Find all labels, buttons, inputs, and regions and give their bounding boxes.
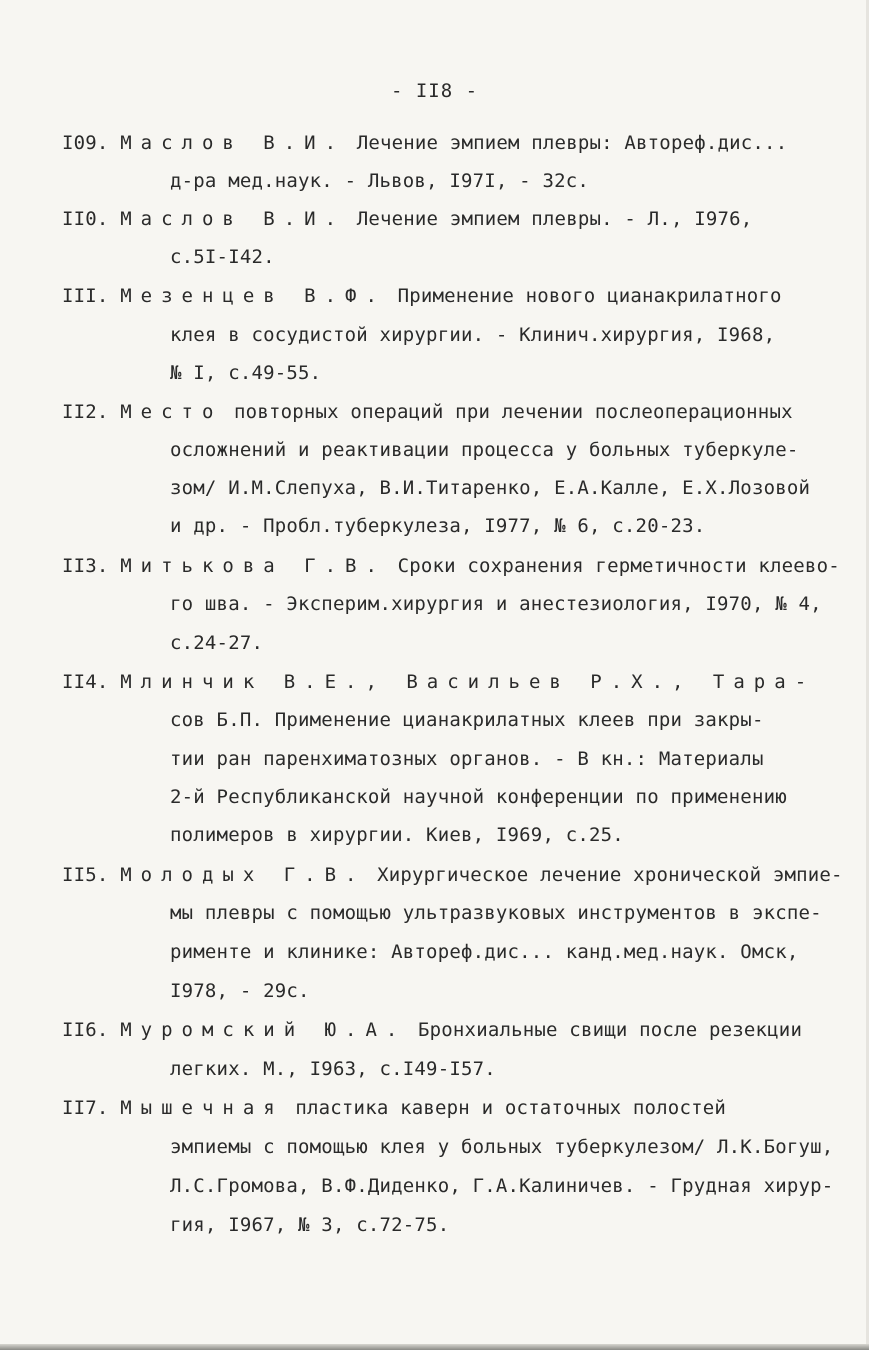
entry-line: го шва. - Эксперим.хирургия и анестезиология, I970, № 4, bbox=[170, 593, 822, 615]
entry-number: II7. bbox=[62, 1097, 109, 1119]
entry-text: пластика каверн и остаточных полостей bbox=[295, 1097, 727, 1119]
entry-text: Хирургическое лечение хронической эмпие- bbox=[377, 864, 843, 886]
entry-author: Мезенцев В.Ф. bbox=[120, 285, 386, 307]
entry-line: I978, - 29с. bbox=[170, 980, 310, 1002]
entry-first-line bbox=[62, 403, 793, 422]
entry-line: д-ра мед.наук. - Львов, I97I, - 32с. bbox=[170, 170, 590, 192]
entry-text: Лечение эмпием плевры: Автореф.дис... bbox=[356, 132, 788, 154]
entry-first-line bbox=[62, 557, 840, 576]
entry-text: Бронхиальные свищи после резекции bbox=[418, 1019, 803, 1041]
entry-line: мы плевры с помощью ультразвуковых инструментов в экспе- bbox=[170, 902, 822, 924]
entry-text: Лечение эмпием плевры. - Л., I976, bbox=[356, 208, 753, 230]
entry-number: I09. bbox=[62, 132, 109, 154]
page-bottom-edge bbox=[0, 1344, 869, 1350]
entry-number: II4. bbox=[62, 671, 109, 693]
entry-line: клея в сосудистой хирургии. - Клинич.хирургия, I968, bbox=[170, 324, 776, 346]
entry-first-line bbox=[62, 1099, 726, 1118]
entry-line: Л.С.Громова, В.Ф.Диденко, Г.А.Калиничев. - Грудная хирур- bbox=[170, 1175, 834, 1197]
entry-line: гия, I967, № 3, с.72-75. bbox=[170, 1214, 450, 1236]
entry-line: осложнений и реактивации процесса у больных туберкуле- bbox=[170, 439, 799, 461]
entry-line: полимеров в хирургии. Киев, I969, с.25. bbox=[170, 824, 624, 846]
entry-line: с.24-27. bbox=[170, 632, 264, 654]
entry-line: эмпиемы с помощью клея у больных туберкулезом/ Л.К.Богуш, bbox=[170, 1136, 834, 1158]
entry-author: Муромский Ю.А. bbox=[120, 1019, 407, 1041]
entry-first-line bbox=[62, 210, 752, 229]
entry-first-line bbox=[62, 866, 843, 885]
entry-text: Применение нового цианакрилатного bbox=[397, 285, 782, 307]
entry-line: легких. М., I963, с.I49-I57. bbox=[170, 1058, 496, 1080]
entry-author: Млинчик В.Е., Васильев Р.Х., Тара- bbox=[120, 671, 816, 693]
entry-number: II2. bbox=[62, 401, 109, 423]
entry-line: 2-й Республиканской научной конференции по применению bbox=[170, 786, 787, 808]
entry-text: Сроки сохранения герметичности клеево- bbox=[397, 555, 840, 577]
entry-number: II3. bbox=[62, 555, 109, 577]
entry-number: II0. bbox=[62, 208, 109, 230]
entry-number: III. bbox=[62, 285, 109, 307]
entry-author: Мышечная bbox=[120, 1097, 284, 1119]
entry-first-line bbox=[62, 673, 815, 692]
entry-author: Молодых Г.В. bbox=[120, 864, 366, 886]
entry-author: Место bbox=[120, 401, 223, 423]
entry-line: и др. - Пробл.туберкулеза, I977, № 6, с.20-23. bbox=[170, 515, 706, 537]
entry-line: сов Б.П. Применение цианакрилатных клеев при закры- bbox=[170, 709, 764, 731]
entry-text: повторных операций при лечении послеоперационных bbox=[234, 401, 793, 423]
entry-line: рименте и клинике: Автореф.дис... канд.мед.наук. Омск, bbox=[170, 941, 799, 963]
entry-first-line bbox=[62, 1021, 802, 1040]
entry-author: Маслов В.И. bbox=[120, 208, 346, 230]
entry-line: № I, с.49-55. bbox=[170, 362, 322, 384]
entry-first-line bbox=[62, 134, 787, 153]
entry-number: II5. bbox=[62, 864, 109, 886]
entry-author: Митькова Г.В. bbox=[120, 555, 386, 577]
entry-author: Маслов В.И. bbox=[120, 132, 346, 154]
entry-number: II6. bbox=[62, 1019, 109, 1041]
entry-first-line bbox=[62, 287, 782, 306]
entry-line: тии ран паренхиматозных органов. - В кн.: Материалы bbox=[170, 748, 764, 770]
entry-line: зом/ И.М.Слепуха, В.И.Титаренко, Е.А.Калле, Е.Х.Лозовой bbox=[170, 477, 811, 499]
page-number: - II8 - bbox=[390, 80, 479, 102]
entry-line: с.5I-I42. bbox=[170, 246, 275, 268]
